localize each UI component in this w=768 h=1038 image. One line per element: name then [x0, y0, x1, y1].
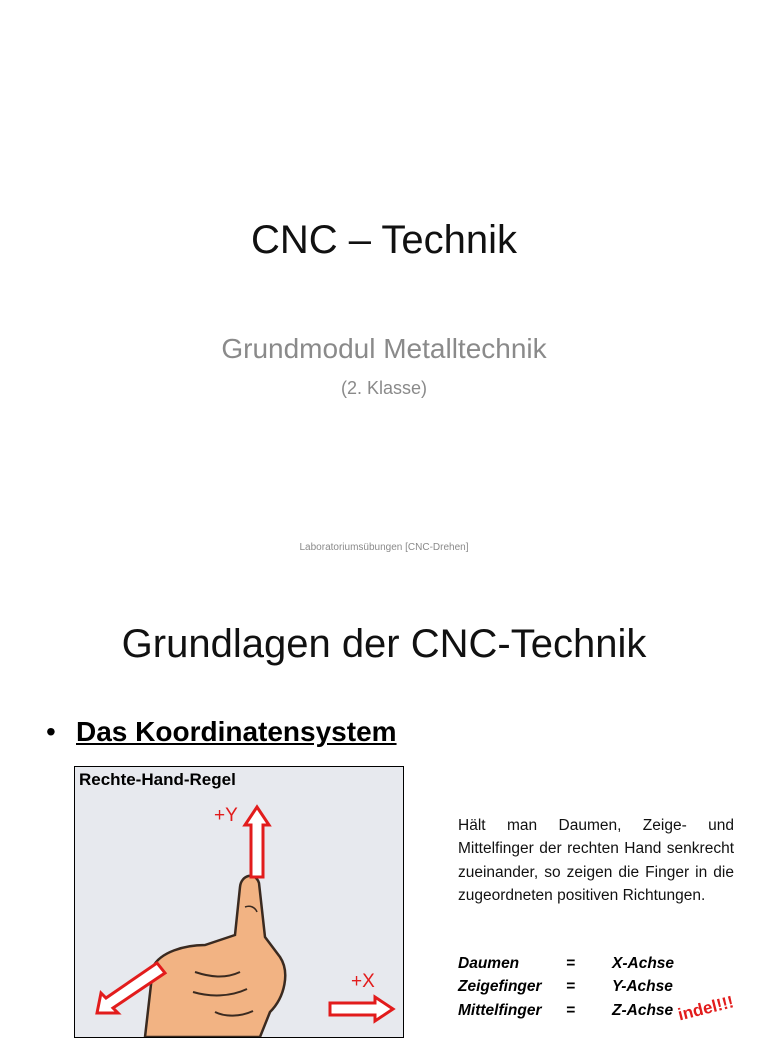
- finger-name: Daumen: [458, 955, 520, 972]
- equals-sign: =: [566, 955, 576, 972]
- slide-subtitle: Grundmodul Metalltechnik: [221, 333, 547, 364]
- finger-name: Zeigefinger: [458, 978, 542, 996]
- bullet-item: [46, 716, 397, 748]
- axis-row: [458, 975, 738, 998]
- figure-label: Rechte-Hand-Regel: [79, 770, 236, 789]
- x-axis-arrow-icon: [330, 997, 393, 1021]
- hand-illustration: [75, 767, 403, 1037]
- finger-name: Mittelfinger: [458, 1001, 542, 1019]
- slide-title: CNC – Technik: [250, 218, 518, 262]
- axis-x-label: +X: [351, 971, 375, 992]
- axis-y-label: +Y: [214, 805, 238, 826]
- class-note: (2. Klasse): [340, 378, 428, 398]
- axis-name: Z-Achse: [612, 1001, 674, 1019]
- bullet-text: Das Koordinatensystem: [76, 716, 397, 747]
- axis-row: [458, 952, 738, 975]
- bullet-icon: •: [46, 716, 56, 747]
- explanation-paragraph: Hält man Daumen, Zeige- und Mittelfinger der rechten Hand senkrecht zueinander, so zeigen die Finger in die zugeordneten positiven Richtungen.: [458, 817, 734, 904]
- section-title: Grundlagen der CNC-Technik: [121, 622, 647, 666]
- equals-sign: =: [566, 978, 576, 996]
- slide-footnote: Laboratoriumsübungen [CNC-Drehen]: [299, 542, 469, 553]
- right-hand-rule-figure: [74, 766, 404, 1038]
- red-stamp-text: indel!!!: [676, 992, 736, 1025]
- axis-name: X-Achse: [612, 955, 675, 972]
- y-axis-arrow-icon: [245, 807, 269, 877]
- axis-name: Y-Achse: [612, 978, 673, 996]
- equals-sign: =: [566, 1001, 576, 1019]
